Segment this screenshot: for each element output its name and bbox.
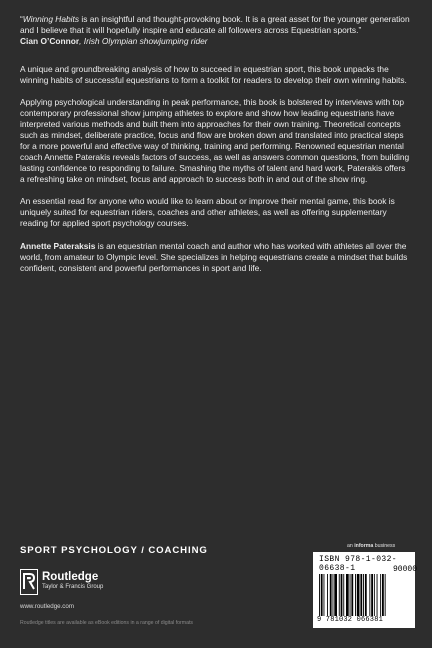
publisher-name: Routledge — [42, 571, 99, 583]
quote-open-mark: “ — [20, 14, 23, 24]
endorsement-quote — [20, 14, 412, 47]
quote-text — [20, 14, 412, 36]
description-paragraph-3: An essential read for anyone who would like to learn about or improve their mental game, this book is uniquely suited for equestrian riders, coaches and other athletes, as well as offering supplementary reading for applied sport psychology courses. — [20, 196, 395, 228]
routledge-logo-icon — [20, 569, 38, 595]
barcode-digits: 9 781032 066381 — [317, 616, 384, 624]
category-label: SPORT PSYCHOLOGY / COACHING — [20, 545, 208, 556]
publisher-subtitle: Taylor & Francis Group — [42, 584, 104, 590]
quote-author-role: , Irish Olympian showjumping rider — [79, 36, 208, 46]
quote-attribution — [20, 36, 412, 47]
publisher-website: www.routledge.com — [20, 603, 74, 610]
isbn-barcode-box — [313, 552, 418, 628]
isbn-label: ISBN 978-1-032-06638-1 — [319, 555, 398, 573]
author-name: Annette Pateraksis — [20, 241, 96, 251]
informa-brand: informa — [354, 543, 374, 549]
cover-text-block — [20, 14, 412, 274]
quote-book-title: Winning Habits — [22, 14, 80, 24]
description-paragraph-1: A unique and groundbreaking analysis of how to succeed in equestrian sport, this book unpacks the winning habits of successful equestrians to form a toolkit for readers to develop their own winning habits. — [20, 64, 407, 85]
author-bio-text: is an equestrian mental coach and author who has worked with athletes all over the world, from amateur to Olympic level. She specializes in helping equestrians create a mindset that builds confident, consistent and powerful performances in sport and life. — [20, 241, 408, 273]
ebook-footer-note: Routledge titles are available as eBook editions in a range of digital formats — [20, 620, 194, 626]
publisher-block — [20, 569, 160, 597]
barcode-bars-icon — [318, 574, 410, 616]
quote-author: Cian O’Connor — [20, 36, 80, 46]
price-code: 90000 — [393, 565, 418, 574]
quote-body: is an insightful and thought-provoking book. It is a great asset for the younger generation and I believe that it will hopefully inspire and educate all followers across Equestrian sports.” — [20, 14, 410, 35]
author-bio — [20, 241, 412, 274]
description-paragraph-2: Applying psychological understanding in peak performance, this book is bolstered by interviews with top contemporary professional show jumping athletes to explore and show how leading equestrians have interpreted various methods and built them into approaches for their own training. Theoretical concepts such as mindset, deliberate practice, focus and flow are broken down and translated into practical steps for a more powerful and effective way of thinking, training and performing. Renowned equestrian mental coach Annette Paterakis reveals factors of success, as well as answers common questions, from building lasting confidence to responding to failure. Smashing the myths of talent and hard work, Paterakis offers a refreshing take on mindset, focus and approach to success both in and out of the show ring. — [20, 97, 410, 184]
informa-suffix: business — [373, 543, 396, 549]
informa-business-label — [347, 543, 395, 549]
informa-prefix: an — [347, 543, 355, 549]
